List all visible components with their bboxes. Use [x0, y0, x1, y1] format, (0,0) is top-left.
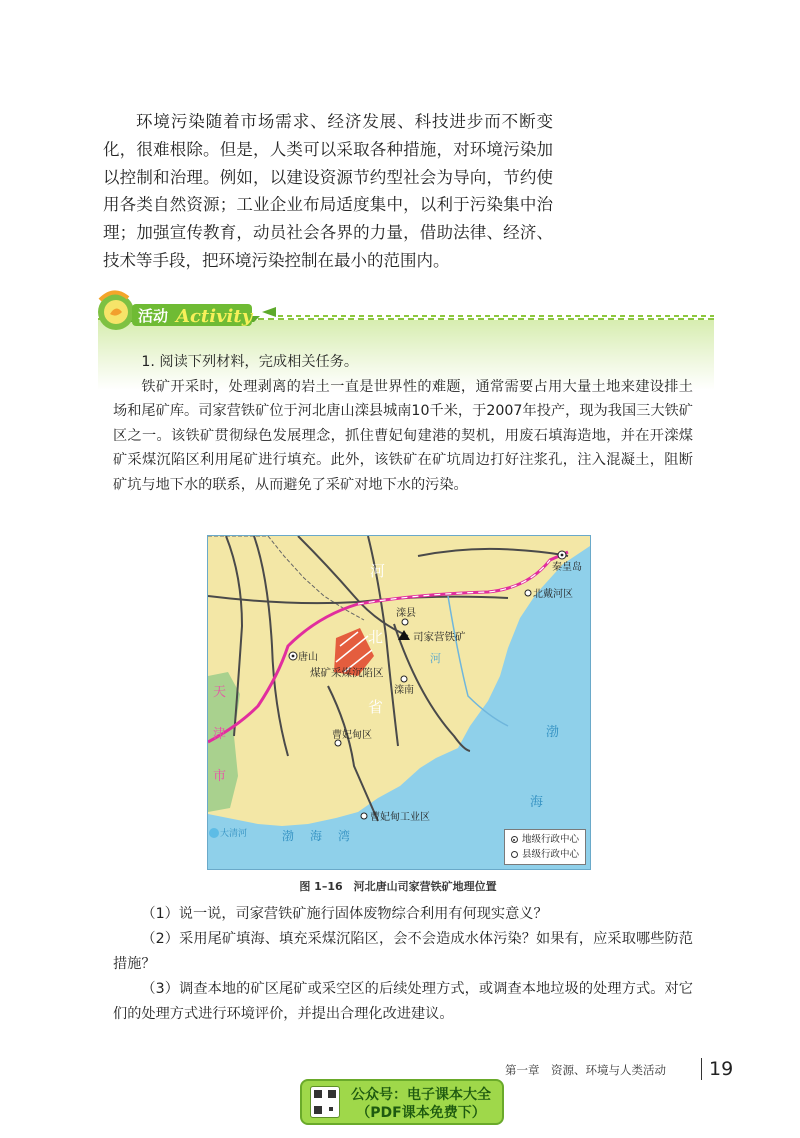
task-item-1: （1）说一说，司家营铁矿施行固体废物综合利用有何现实意义？ — [141, 906, 548, 922]
activity-header — [88, 282, 728, 344]
city-industrial-zone — [361, 810, 430, 823]
page-number: 19 — [709, 1058, 734, 1080]
footer-divider — [701, 1058, 702, 1080]
map-sea-1: 渤 — [546, 725, 560, 740]
map-province-2: 北 — [368, 628, 384, 646]
svg-text:滦南: 滦南 — [394, 685, 414, 696]
map-sea-2: 海 — [530, 795, 544, 810]
svg-text:司家营铁矿: 司家营铁矿 — [413, 631, 466, 643]
prefecture-center-icon — [511, 836, 518, 843]
qr-code-icon — [310, 1086, 340, 1118]
county-center-icon — [511, 851, 518, 858]
location-map — [207, 535, 591, 870]
svg-text:唐山: 唐山 — [298, 652, 318, 663]
map-province-3: 省 — [368, 698, 384, 716]
city-beidaihe — [525, 587, 573, 600]
badge-line-2: （PDF课本免费下） — [356, 1105, 486, 1121]
subsidence-label: 煤矿采煤沉陷区 — [310, 667, 384, 679]
task-title: 1. 阅读下列材料，完成相关任务。 — [141, 354, 359, 370]
task-list — [113, 902, 693, 1027]
reservoir — [209, 827, 247, 839]
map-bay-2: 海 — [310, 829, 323, 843]
page-footer — [505, 1058, 735, 1080]
svg-text:秦皇岛: 秦皇岛 — [552, 562, 582, 573]
material-text: 铁矿开采时，处理剥离的岩土一直是世界性的难题，通常需要占用大量土地来建设排土场和尾矿库。司家营铁矿位于河北唐山滦县城南10千米，于2007年投产，现为我国三大铁矿区之一。该铁矿贯彻绿色发展理念，抓住曹妃甸建港的契机，用废石填海造地，并在开滦煤矿采煤沉陷区利用尾矿进行填充。此外，该铁矿在矿坑周边打好注浆孔，注入混凝土，阻断矿坑与地下水的联系，从而避免了采矿对地下水的污染。 — [113, 378, 693, 493]
map-bay-3: 湾 — [338, 829, 351, 843]
task-item-3: （3）调查本地的矿区尾矿或采空区的后续处理方式，或调查本地垃圾的处理方式。对它们的处理方式进行环境评价，并提出合理化改进建议。 — [113, 981, 693, 1022]
svg-text:曹妃甸工业区: 曹妃甸工业区 — [370, 812, 430, 823]
svg-text:大清河: 大清河 — [220, 829, 248, 839]
svg-text:曹妃甸区: 曹妃甸区 — [332, 730, 372, 741]
svg-text:北戴河区: 北戴河区 — [533, 589, 573, 600]
activity-label-en: Activity — [176, 306, 253, 327]
map-bay-1: 渤 — [282, 829, 295, 843]
map-tianjin-1: 天 — [213, 685, 227, 700]
map-tianjin-3: 市 — [213, 769, 227, 784]
map-tianjin-2: 津 — [213, 727, 227, 742]
activity-label-cn: 活动 — [138, 307, 169, 325]
intro-paragraph: 环境污染随着市场需求、经济发展、科技进步而不断变化，很难根除。但是，人类可以采取各种措施，对环境污染加以控制和治理。例如，以建设资源节约型社会为导向，节约使用各类自然资源；工业企业布局适度集中，以利于污染集中治理；加强宣传教育，动员社会各界的力量，借助法律、经济、技术等手段，把环境污染控制在最小的范围内。 — [103, 112, 553, 270]
task-item-2: （2）采用尾矿填海、填充采煤沉陷区，会不会造成水体污染？如果有，应采取哪些防范措施？ — [113, 931, 693, 972]
map-province-1: 河 — [370, 562, 386, 580]
figure-caption: 图 1–16 河北唐山司家营铁矿地理位置 — [299, 880, 497, 893]
svg-text:滦县: 滦县 — [396, 608, 416, 619]
badge-line-1: 公众号：电子课本大全 — [351, 1087, 491, 1103]
map-legend: 地级行政中心 县级行政中心 — [504, 829, 586, 865]
map-river: 河 — [430, 652, 441, 665]
promo-badge — [300, 1079, 504, 1125]
chapter-title: 第一章 资源、环境与人类活动 — [505, 1063, 666, 1077]
activity-body — [113, 350, 693, 497]
